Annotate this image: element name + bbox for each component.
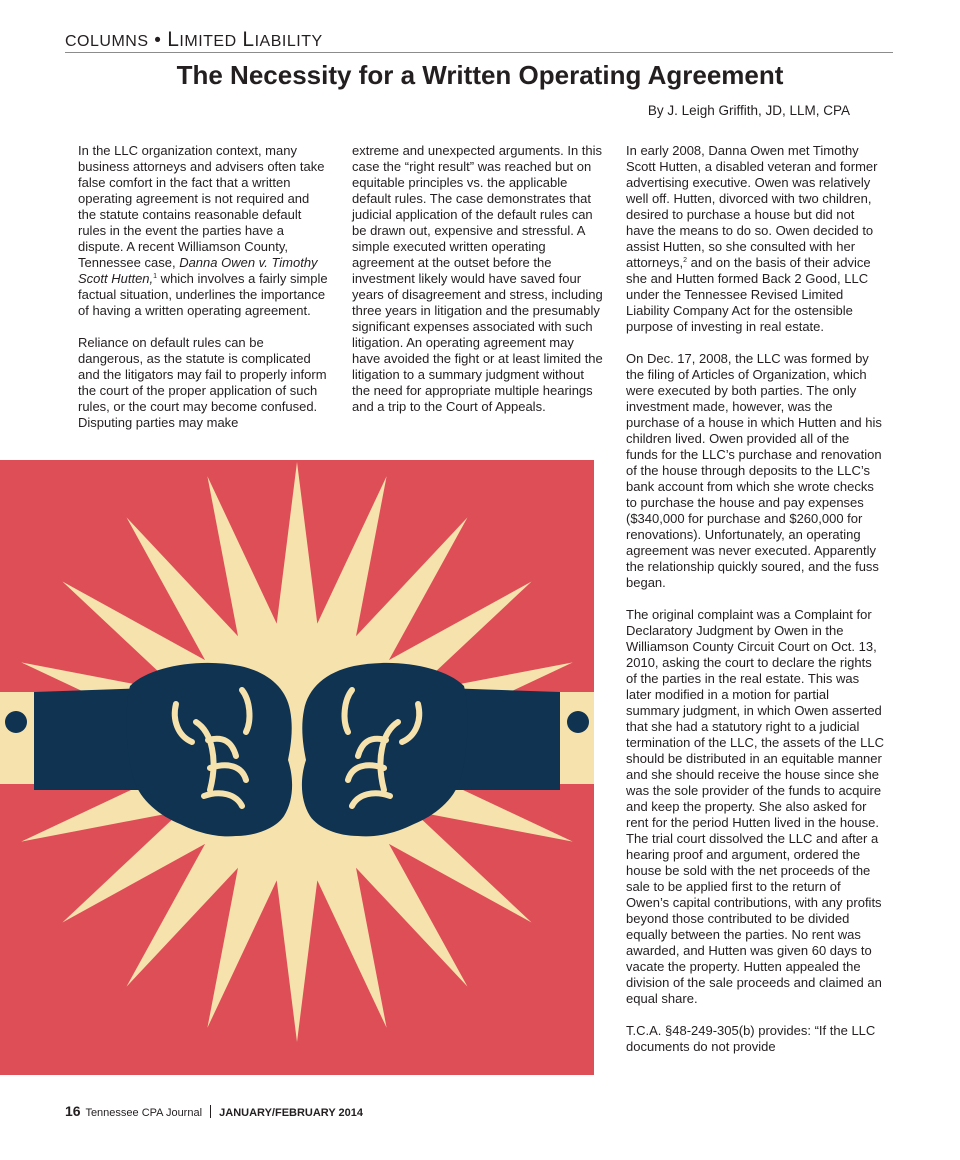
- paragraph: T.C.A. §48-249-305(b) provides: “If the LLC documents do not provide: [626, 1023, 876, 1054]
- article-title: The Necessity for a Written Operating Agreement: [176, 60, 784, 90]
- kicker-topic-rest-2: IABILITY: [254, 33, 323, 50]
- paragraph: [626, 143, 884, 335]
- section-kicker: [65, 28, 323, 52]
- paragraph: On Dec. 17, 2008, the LLC was formed by the filing of Articles of Organization, which were executed by both parties. The only investment made, however, was the purchase of a house in which Hutten and his children lived. Owen provided all of the funds for the LLC’s purchase and renovation of the house through deposits to the LLC’s bank account from which she wrote checks to purchase the house and pay expenses ($340,000 for purchase and $260,000 for renovations). Unfortunately, an operating agreement was never executed. Apparently the relationship quickly soured, and the fuss began.: [626, 351, 882, 590]
- paragraph: The original complaint was a Complaint for Declaratory Judgment by Owen in the Williamson County Circuit Court on Oct. 13, 2010, asking the court to declare the rights of the parties in the real estate. This was later modified in a motion for partial summary judgment, in which Owen asserted that she had a statutory right to a judicial termination of the LLC, the assets of the LLC should be distributed in an equitable manner and she should receive the house since she was the sole provider of the funds to acquire and keep the property. She also asked for rent for the period Hutten lived in the house. The trial court dissolved the LLC and after a hearing proof and argument, ordered the house be sold with the net proceeds of the sale to be applied first to the return of Owen’s capital contributions, with any profits beyond those contributed to be divided equally between the parties. No rent was awarded, and Hutten was given 60 days to vacate the property. Hutten appealed the division of the sale proceeds and claimed an equal share.: [626, 607, 884, 1006]
- footnote-ref: 2: [683, 257, 687, 264]
- body-column-2: [352, 143, 604, 431]
- paragraph-text: which involves a fairly simple factual situation, underlines the importance of having a written operating agreement.: [78, 271, 328, 318]
- paragraph: Reliance on default rules can be dangerous, as the statute is complicated and the litigators may fail to properly inform the court of the proper application of such rules, or the court may become confused. Disputing parties may make: [78, 335, 327, 430]
- kicker-section: COLUMNS: [65, 33, 149, 50]
- kicker-bullet: •: [154, 30, 162, 51]
- paragraph-text: In the LLC organization context, many business attorneys and advisers often take false comfort in the fact that a written operating agreement is not required and the statute contains reasonable default rules in the event the parties have a dispute. A recent Williamson County, Tennessee case,: [78, 143, 325, 270]
- page-number: 16: [65, 1103, 81, 1119]
- paragraph-text: In early 2008, Danna Owen met Timothy Scott Hutten, a disabled veteran and former advertising executive. Owen was relatively well off. Hutten, divorced with two children, desired to purchase a house but did not have the means to do so. Owen decided to assist Hutten, so she consulted with her attorneys,: [626, 143, 878, 270]
- paragraph-text: and on the basis of their advice she and Hutten formed Back 2 Good, LLC under the Tennessee Revised Limited Liability Company Act for the ostensible purpose of investing in real estate.: [626, 255, 871, 334]
- header-rule: [65, 52, 893, 53]
- kicker-topic-rest-1: IMITED: [179, 33, 237, 50]
- footnote-ref: 1: [153, 273, 158, 280]
- kicker-topic-initial-1: L: [167, 28, 180, 51]
- footer-divider: [210, 1105, 211, 1118]
- paragraph: extreme and unexpected arguments. In this case the “right result” was reached but on equitable principles vs. the applicable default rules. The case demonstrates that judicial application of the default rules can be drawn out, expensive and stressful. A simple executed written operating agreement at the outset before the investment likely would have saved four years of disagreement and stress, including three years in litigation and the presumably significant expenses associated with such litigation. An operating agreement may have avoided the fight or at least limited the litigation to a summary judgment without the need for appropriate multiple hearings and a trip to the Court of Appeals.: [352, 143, 603, 414]
- journal-name: Tennessee CPA Journal: [85, 1107, 203, 1119]
- fist-bump-illustration: [0, 460, 594, 1075]
- page-footer: [65, 1103, 363, 1119]
- article-byline: By J. Leigh Griffith, JD, LLM, CPA: [647, 103, 850, 118]
- kicker-topic-initial-2: L: [242, 28, 255, 51]
- body-column-3: [626, 143, 884, 1071]
- body-column-1: [78, 143, 328, 447]
- case-name: Danna Owen v. Timothy Scott Hutten,: [78, 255, 318, 286]
- paragraph: [78, 143, 328, 319]
- issue-date: JANUARY/FEBRUARY 2014: [219, 1107, 364, 1119]
